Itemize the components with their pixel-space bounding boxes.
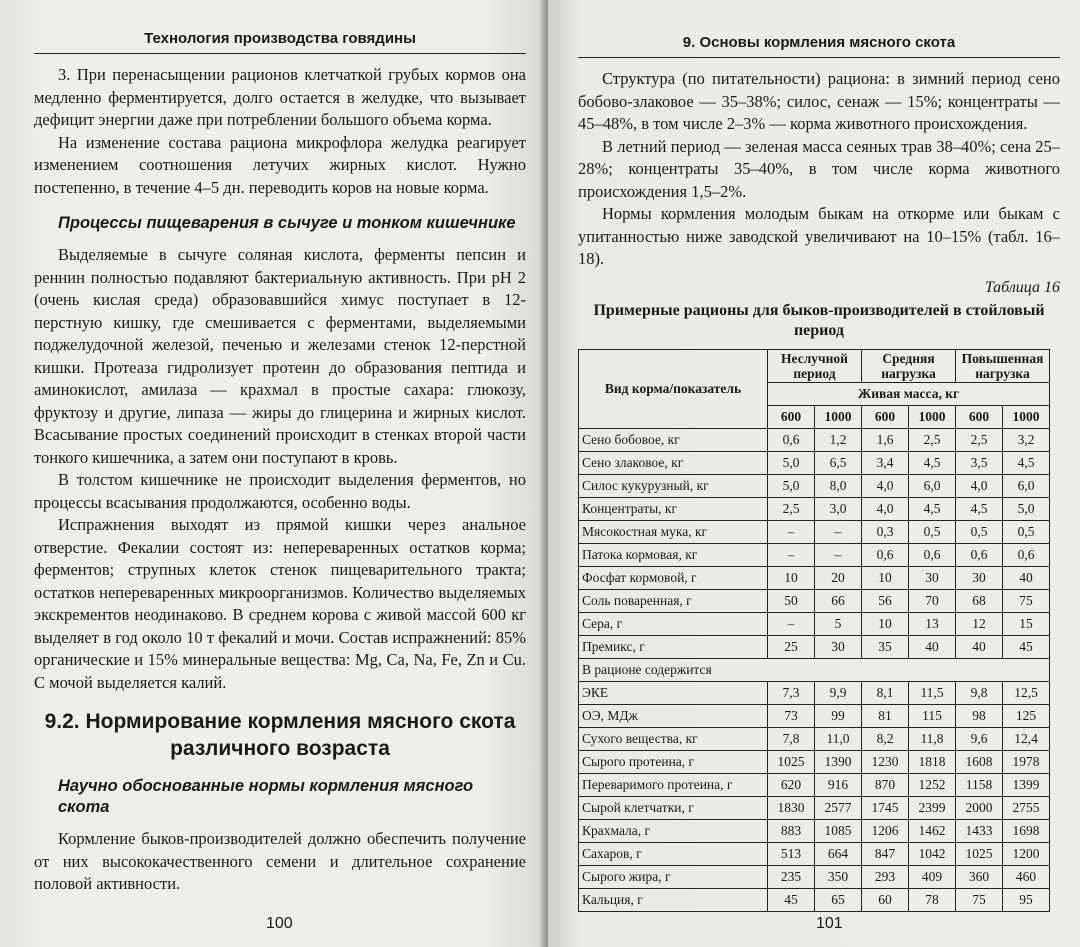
table-cell-value: 12 — [956, 612, 1003, 635]
ration-table — [578, 349, 1050, 912]
table-cell-value: 1462 — [909, 819, 956, 842]
paragraph: На изменение состава рациона микрофлора желудка реагирует изменением соотношения летучих жирных кислот. Нужно постепенно, в течение 4–5 дн. переводить коров на новые корма. — [34, 132, 526, 197]
table-cell-value: 9,6 — [956, 727, 1003, 750]
table-header-weight: 1000 — [815, 405, 862, 428]
table-row — [579, 842, 1050, 865]
table-cell-value: 2755 — [1003, 796, 1050, 819]
paragraph: Нормы кормления молодым быкам на откорме или быкам с упитанностью ниже заводской увеличивают на 10–15% (табл. 16–18). — [578, 204, 1060, 268]
table-cell-value: 0,6 — [956, 543, 1003, 566]
table-cell-name: Сырого жира, г — [579, 865, 768, 888]
table-cell-value: 125 — [1003, 704, 1050, 727]
table-cell-value: 1206 — [862, 819, 909, 842]
table-row — [579, 819, 1050, 842]
table-cell-value: 2,5 — [909, 428, 956, 451]
table-cell-value: 0,5 — [1003, 520, 1050, 543]
table-cell-value: 1978 — [1003, 750, 1050, 773]
table-row — [579, 796, 1050, 819]
table-cell-name: Переваримого протеина, г — [579, 773, 768, 796]
table-row — [579, 474, 1050, 497]
table-cell-value: 70 — [909, 589, 956, 612]
table-cell-value: 4,0 — [862, 474, 909, 497]
table-cell-value: 6,0 — [909, 474, 956, 497]
table-cell-value: 20 — [815, 566, 862, 589]
table-row — [579, 865, 1050, 888]
table-cell-value: 0,6 — [768, 428, 815, 451]
table-cell-value: 25 — [768, 635, 815, 658]
table-cell-value: 60 — [862, 888, 909, 911]
table-cell-value: 3,5 — [956, 451, 1003, 474]
table-header-weight: 600 — [956, 405, 1003, 428]
table-cell-value: 8,0 — [815, 474, 862, 497]
table-cell-value: 66 — [815, 589, 862, 612]
table-row — [579, 566, 1050, 589]
table-row — [579, 451, 1050, 474]
table-cell-value: 1698 — [1003, 819, 1050, 842]
table-cell-value: 35 — [862, 635, 909, 658]
table-cell-value: 0,6 — [862, 543, 909, 566]
table-cell-value: 1025 — [956, 842, 1003, 865]
table-cell-value: 883 — [768, 819, 815, 842]
table-cell-name: Крахмала, г — [579, 819, 768, 842]
table-cell-value: – — [815, 543, 862, 566]
table-cell-value: 6,5 — [815, 451, 862, 474]
table-cell-value: 360 — [956, 865, 1003, 888]
table-cell-value: 3,2 — [1003, 428, 1050, 451]
table-row — [579, 773, 1050, 796]
table-cell-value: 3,4 — [862, 451, 909, 474]
table-row — [579, 497, 1050, 520]
table-cell-value: 10 — [768, 566, 815, 589]
table-cell-value: 1,2 — [815, 428, 862, 451]
running-head-right: 9. Основы кормления мясного скота — [578, 34, 1060, 58]
table-cell-value: 1830 — [768, 796, 815, 819]
table-cell-value: 40 — [1003, 566, 1050, 589]
table-cell-value: 664 — [815, 842, 862, 865]
table-cell-value: 10 — [862, 612, 909, 635]
table-cell-value: 293 — [862, 865, 909, 888]
table-cell-value: 4,5 — [909, 451, 956, 474]
table-header-weight: 1000 — [1003, 405, 1050, 428]
table-cell-name: Сырого протеина, г — [579, 750, 768, 773]
page-number-left: 100 — [266, 915, 293, 932]
table-cell-value: 0,5 — [909, 520, 956, 543]
table-cell-name: Кальция, г — [579, 888, 768, 911]
table-cell-value: 3,0 — [815, 497, 862, 520]
paragraph: 3. При перенасыщении рационов клетчаткой грубых кормов она медленно ферментируется, долго остается в желудке, что вызывает дефицит энергии даже при потреблении большого объема корма. — [34, 65, 526, 129]
table-cell-value: 5,0 — [1003, 497, 1050, 520]
table-cell-value: 75 — [1003, 589, 1050, 612]
table-cell-name: Соль поваренная, г — [579, 589, 768, 612]
table-cell-value: 0,6 — [909, 543, 956, 566]
table-cell-value: 9,8 — [956, 681, 1003, 704]
table-cell-value: 1745 — [862, 796, 909, 819]
table-row — [579, 888, 1050, 911]
table-cell-value: – — [768, 612, 815, 635]
table-cell-value: 5,0 — [768, 474, 815, 497]
table-cell-value: 1252 — [909, 773, 956, 796]
table-row — [579, 612, 1050, 635]
table-cell-name: Патока кормовая, кг — [579, 543, 768, 566]
table-cell-value: 12,4 — [1003, 727, 1050, 750]
table-cell-value: 1,6 — [862, 428, 909, 451]
table-cell-value: 1200 — [1003, 842, 1050, 865]
subheading-norms: Научно обоснованные нормы кормления мясного скота — [58, 777, 474, 816]
table-cell-value: 7,8 — [768, 727, 815, 750]
table-header-weight: 600 — [862, 405, 909, 428]
table-cell-value: 30 — [909, 566, 956, 589]
table-cell-value: 7,3 — [768, 681, 815, 704]
table-cell-value: 1399 — [1003, 773, 1050, 796]
table-header-weight: 600 — [768, 405, 815, 428]
table-cell-value: 2000 — [956, 796, 1003, 819]
table-cell-value: 847 — [862, 842, 909, 865]
paragraph: Выделяемые в сычуге соляная кислота, ферменты пепсин и реннин полностью подавляют бактериальную активность. При pH 2 (очень кислая среда) образовавшийся химус поступает в 12-перстную кишку, где смешивается с ферментами, выделяемыми поджелудочной железой, печенью и железами стенок 12-перстной кишки. Протеаза гидролизует протеин до образования пептида и аминокислот, амилаза — крахмал в простые сахара: глюкозу, фруктозу и другие, липаза — жиры до глицерина и жирных кислот. Всасывание простых соединений происходит в стенках второй части тонкого кишечника, а затем они поступают в кровь. — [34, 245, 526, 467]
table-cell-value: 4,5 — [1003, 451, 1050, 474]
table-cell-value: – — [815, 520, 862, 543]
table-cell-value: 620 — [768, 773, 815, 796]
right-page — [548, 0, 1080, 947]
table-row — [579, 428, 1050, 451]
paragraph: Кормление быков-производителей должно обеспечить получение от них высококачественного семени и длительное сохранение половой активности. — [34, 829, 526, 893]
table-cell-value: 11,0 — [815, 727, 862, 750]
section-heading: 9.2. Нормирование кормления мясного скота различного возраста — [44, 710, 516, 760]
table-cell-value: 68 — [956, 589, 1003, 612]
table-cell-value: 30 — [956, 566, 1003, 589]
table-row — [579, 704, 1050, 727]
table-cell-value: 56 — [862, 589, 909, 612]
table-cell-value: 11,8 — [909, 727, 956, 750]
table-cell-value: 0,5 — [956, 520, 1003, 543]
table-cell-name: Фосфат кормовой, г — [579, 566, 768, 589]
paragraph: Структура (по питательности) рациона: в зимний период сено бобово-злаковое — 35–38%; силос, сенаж — 15%; концентраты — 45–48%, в том числе 2–3% — корма животного происхождения. — [578, 69, 1060, 133]
table-cell-value: 75 — [956, 888, 1003, 911]
table-cell-value: – — [768, 520, 815, 543]
table-cell-value: 5 — [815, 612, 862, 635]
table-cell-value: 8,2 — [862, 727, 909, 750]
table-cell-value: 1608 — [956, 750, 1003, 773]
table-header-weight: 1000 — [909, 405, 956, 428]
table-cell-value: 78 — [909, 888, 956, 911]
running-head-left: Технология производства говядины — [34, 30, 526, 54]
table-cell-value: 4,0 — [862, 497, 909, 520]
table-cell-value: 409 — [909, 865, 956, 888]
table-cell-value: 95 — [1003, 888, 1050, 911]
table-cell-value: 0,3 — [862, 520, 909, 543]
table-header-feed: Вид корма/показатель — [579, 349, 768, 428]
table-cell-value: 40 — [956, 635, 1003, 658]
table-cell-value: 1158 — [956, 773, 1003, 796]
paragraph: Испражнения выходят из прямой кишки через анальное отверстие. Фекалии состоят из: непереваренных остатков корма; ферментов; струпных клеток стенок пищеварительного тракта; остатков непереваренных микроорганизмов. Количество выделяемых экскрементов неодинаково. В среднем корова с живой массой 600 кг выделяет в год около 10 т фекалий и мочи. Состав испражнений: 85% органические и 15% минеральные вещества: Mg, Ca, Na, Fe, Zn и Cu. С мочой выделяется калий. — [34, 515, 526, 692]
table-cell-value: 2,5 — [768, 497, 815, 520]
subheading-digestion: Процессы пищеварения в сычуге и тонком кишечнике — [58, 214, 516, 232]
table-cell-value: 2399 — [909, 796, 956, 819]
table-cell-value: 6,0 — [1003, 474, 1050, 497]
table-cell-value: 50 — [768, 589, 815, 612]
table-cell-value: 4,0 — [956, 474, 1003, 497]
table-cell-value: 513 — [768, 842, 815, 865]
table-cell-value: 870 — [862, 773, 909, 796]
table-header-group: Средняя нагрузка — [862, 349, 956, 382]
table-cell-value: 98 — [956, 704, 1003, 727]
table-cell-value: 2,5 — [956, 428, 1003, 451]
table-cell-value: 10 — [862, 566, 909, 589]
table-cell-value: 73 — [768, 704, 815, 727]
table-cell-value: 1085 — [815, 819, 862, 842]
table-cell-name: Силос кукурузный, кг — [579, 474, 768, 497]
table-row — [579, 543, 1050, 566]
table-cell-value: 12,5 — [1003, 681, 1050, 704]
table-cell-value: 45 — [768, 888, 815, 911]
table-section-label: В рационе содержится — [579, 658, 1050, 681]
table-cell-name: Сырой клетчатки, г — [579, 796, 768, 819]
table-cell-name: ОЭ, МДж — [579, 704, 768, 727]
table-cell-value: 235 — [768, 865, 815, 888]
table-cell-value: 1433 — [956, 819, 1003, 842]
table-row — [579, 727, 1050, 750]
table-cell-value: 9,9 — [815, 681, 862, 704]
table-cell-value: 8,1 — [862, 681, 909, 704]
paragraph: В толстом кишечнике не происходит выделения ферментов, но процессы всасывания продолжаются, особенно воды. — [34, 470, 526, 512]
table-cell-value: 5,0 — [768, 451, 815, 474]
table-cell-value: 350 — [815, 865, 862, 888]
table-row — [579, 635, 1050, 658]
table-cell-value: 1818 — [909, 750, 956, 773]
table-row — [579, 589, 1050, 612]
table-cell-name: Сахаров, г — [579, 842, 768, 865]
table-header-group: Неслучной период — [768, 349, 862, 382]
table-cell-value: – — [768, 543, 815, 566]
table-cell-value: 13 — [909, 612, 956, 635]
table-title: Примерные рационы для быков-производителей в стойловый период — [593, 301, 1045, 339]
table-cell-name: Сено бобовое, кг — [579, 428, 768, 451]
table-cell-value: 11,5 — [909, 681, 956, 704]
table-cell-value: 15 — [1003, 612, 1050, 635]
table-row — [579, 520, 1050, 543]
table-row — [579, 750, 1050, 773]
table-cell-value: 1230 — [862, 750, 909, 773]
table-cell-value: 2577 — [815, 796, 862, 819]
table-cell-value: 1025 — [768, 750, 815, 773]
table-cell-name: Премикс, г — [579, 635, 768, 658]
table-cell-value: 115 — [909, 704, 956, 727]
table-cell-value: 1042 — [909, 842, 956, 865]
table-cell-name: ЭКЕ — [579, 681, 768, 704]
table-header-live-weight: Живая масса, кг — [768, 382, 1050, 405]
table-cell-name: Концентраты, кг — [579, 497, 768, 520]
table-header-group: Повышенная нагрузка — [956, 349, 1050, 382]
table-cell-name: Сухого вещества, кг — [579, 727, 768, 750]
table-cell-name: Сера, г — [579, 612, 768, 635]
table-cell-value: 4,5 — [956, 497, 1003, 520]
paragraph: В летний период — зеленая масса сеяных трав 38–40%; сена 25–28%; концентраты 35–40%, в том числе корма животного происхождения 1,5–2%. — [578, 136, 1060, 201]
table-cell-value: 40 — [909, 635, 956, 658]
table-cell-value: 81 — [862, 704, 909, 727]
table-cell-name: Мясокостная мука, кг — [579, 520, 768, 543]
table-cell-value: 1390 — [815, 750, 862, 773]
table-row-section — [579, 658, 1050, 681]
table-label: Таблица 16 — [984, 278, 1060, 296]
table-row — [579, 681, 1050, 704]
page-number-right: 101 — [816, 915, 843, 932]
table-cell-value: 0,6 — [1003, 543, 1050, 566]
table-cell-value: 99 — [815, 704, 862, 727]
table-cell-name: Сено злаковое, кг — [579, 451, 768, 474]
table-cell-value: 4,5 — [909, 497, 956, 520]
table-cell-value: 45 — [1003, 635, 1050, 658]
table-cell-value: 30 — [815, 635, 862, 658]
table-cell-value: 65 — [815, 888, 862, 911]
table-cell-value: 460 — [1003, 865, 1050, 888]
table-cell-value: 916 — [815, 773, 862, 796]
